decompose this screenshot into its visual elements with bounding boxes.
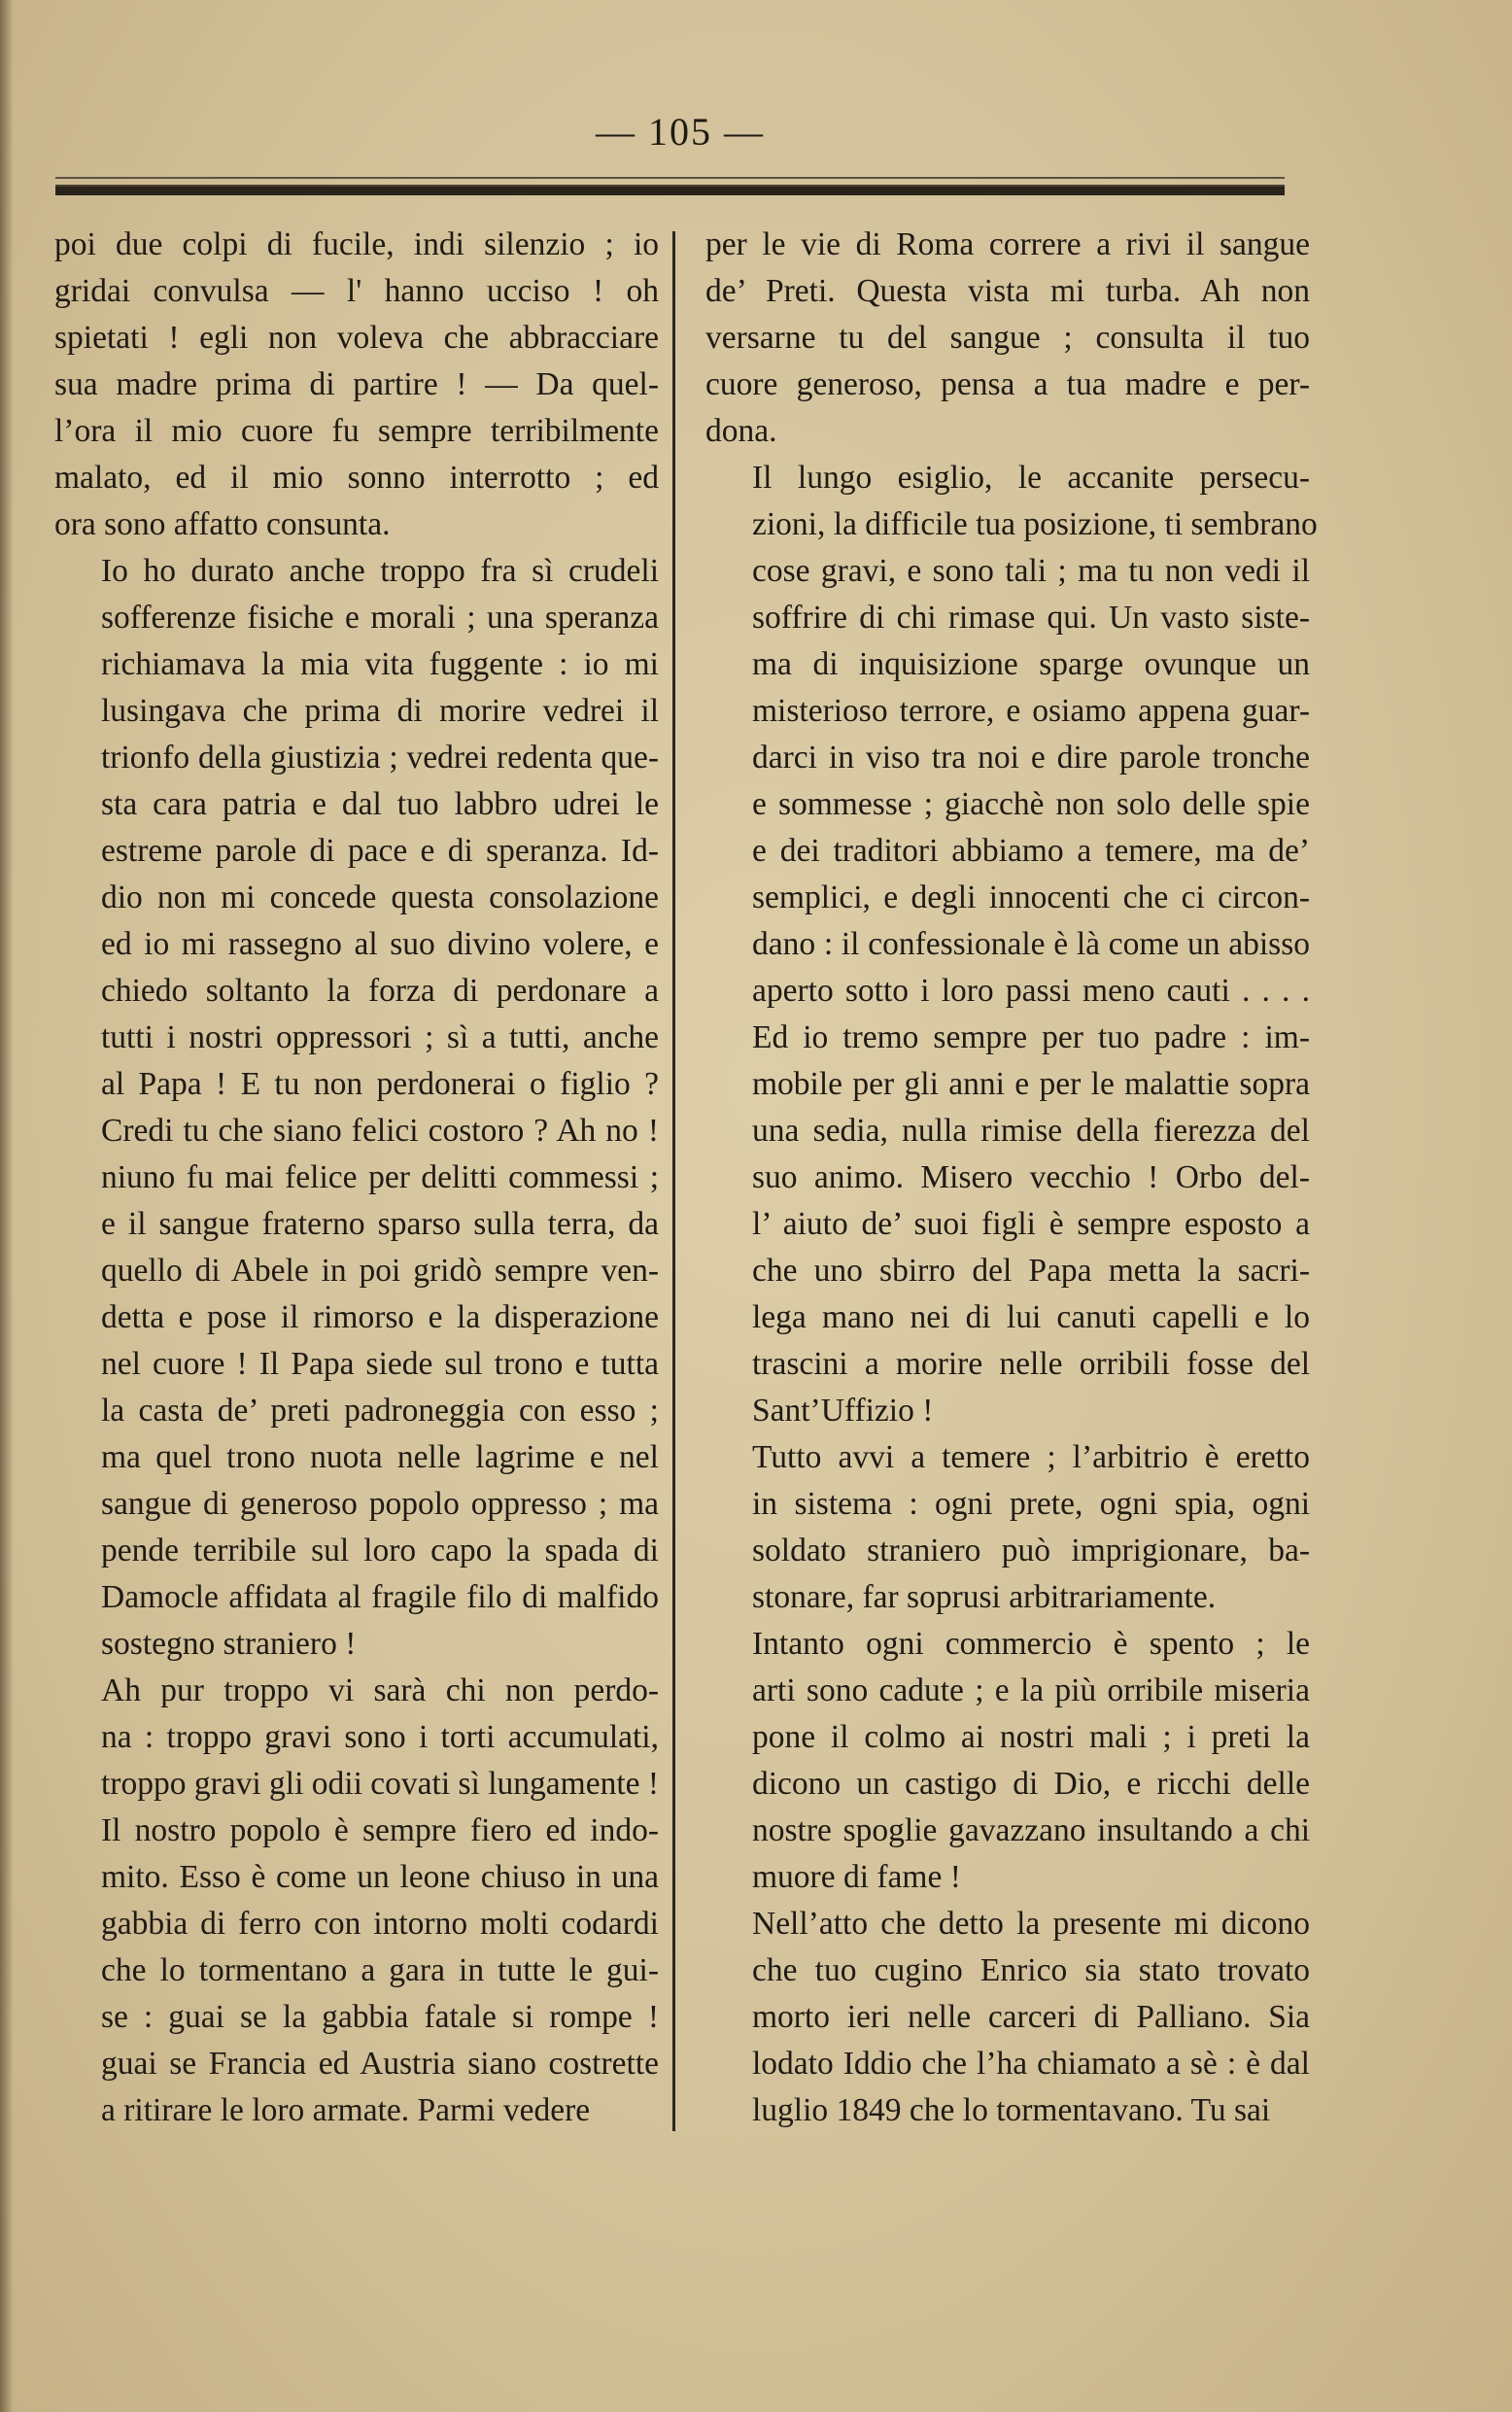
text-line: aperto sotto i loro passi meno cauti . . . . [752,973,1310,1009]
text-line: stonare, far soprusi arbitrariamente. [752,1579,1217,1615]
text-line: sangue di generoso popolo oppresso ; ma [101,1486,659,1522]
text-line: nel cuore ! Il Papa siede sul trono e tutta [101,1346,659,1382]
text-line: cuore generoso, pensa a tua madre e per- [705,366,1310,402]
text-line: dicono un castigo di Dio, e ricchi delle [752,1766,1310,1802]
text-line: e dei traditori abbiamo a temere, ma de’ [752,833,1310,869]
text-line: muore di fame ! [752,1859,961,1895]
text-line: lodato Iddio che l’ha chiamato a sè : è dal [752,2046,1310,2082]
text-line: lega mano nei di lui canuti capelli e lo [752,1299,1310,1335]
text-line: dio non mi concede questa consolazione [101,879,659,915]
text-line: lusingava che prima di morire vedrei il [101,693,659,729]
text-line: l’ora il mio cuore fu sempre terribilmente [54,413,659,449]
text-line: Ed io tremo sempre per tuo padre : im- [752,1019,1310,1055]
text-line: semplici, e degli innocenti che ci circon- [752,879,1310,915]
right-column [705,222,1318,2134]
text-line: ma quel trono nuota nelle lagrime e nel [101,1439,659,1475]
text-line: sofferenze fisiche e morali ; una speranza [101,600,659,636]
text-line: poi due colpi di fucile, indi silenzio ; io [54,226,659,262]
paragraph [705,222,1310,455]
text-line: che lo tormentano a gara in tutte le gui- [101,1952,659,1988]
text-line: l’ aiuto de’ suoi figli è sempre esposto a [752,1206,1310,1242]
text-line: estreme parole di pace e di speranza. Id- [101,833,659,869]
text-line: pone il colmo ai nostri mali ; i preti la [752,1719,1310,1755]
text-line: ma di inquisizione sparge ovunque un [752,646,1310,682]
text-line: suo animo. Misero vecchio ! Orbo del- [752,1159,1310,1195]
text-line: Sant’Uffizio ! [752,1393,934,1429]
text-line: dano : il confessionale è là come un abisso [752,926,1310,962]
text-line: Ah pur troppo vi sarà chi non perdo- [101,1672,659,1708]
text-line: spietati ! egli non voleva che abbracciare [54,320,659,356]
text-line: zioni, la difficile tua posizione, ti sembrano [752,506,1318,542]
text-line: trascini a morire nelle orribili fosse del [752,1346,1310,1382]
text-line: Il lungo esiglio, le accanite persecu- [752,460,1310,496]
text-line: dona. [705,413,777,449]
text-line: chiedo soltanto la forza di perdonare a [101,973,659,1009]
text-line: cose gravi, e sono tali ; ma tu non vedi il [752,553,1310,589]
header-rule [55,185,1285,195]
text-line: sua madre prima di partire ! — Da quel- [54,366,659,402]
text-line: per le vie di Roma correre a rivi il sangue [705,226,1310,262]
header-rule-thin [55,177,1285,179]
text-line: mobile per gli anni e per le malattie sopra [752,1066,1310,1102]
text-line: e sommesse ; giacchè non solo delle spie [752,786,1310,822]
text-line: quello di Abele in poi gridò sempre ven- [101,1253,659,1289]
text-line: ed io mi rassegno al suo divino volere, e [101,926,659,962]
text-line: Nell’atto che detto la presente mi dicono [752,1906,1310,1942]
text-line: a ritirare le loro armate. Parmi vedere [101,2092,591,2128]
text-line: nostre spoglie gavazzano insultando a chi [752,1812,1310,1848]
text-line: darci in viso tra noi e dire parole tronche [752,740,1310,775]
paragraph [54,1668,659,2134]
text-line: sta cara patria e dal tuo labbro udrei le [101,786,659,822]
text-line: che uno sbirro del Papa metta la sacri- [752,1253,1310,1289]
paragraph [705,1901,1310,2134]
text-line: gabbia di ferro con intorno molti codardi [101,1906,659,1942]
text-line: trionfo della giustizia ; vedrei redenta que- [101,740,659,775]
paragraph [705,1434,1310,1621]
text-line: che tuo cugino Enrico sia stato trovato [752,1952,1310,1988]
text-line: Credi tu che siano felici costoro ? Ah no ! [101,1113,659,1149]
text-line: Tutto avvi a temere ; l’arbitrio è eretto [752,1439,1310,1475]
text-line: Il nostro popolo è sempre fiero ed indo- [101,1812,659,1848]
text-line: detta e pose il rimorso e la disperazione [101,1299,659,1335]
text-line: pende terribile sul loro capo la spada di [101,1533,659,1568]
text-line: tutti i nostri oppressori ; sì a tutti, anche [101,1019,659,1055]
text-line: malato, ed il mio sonno interrotto ; ed [54,460,659,496]
page-number: — 105 — [596,110,765,154]
text-line: una sedia, nulla rimise della fierezza del [752,1113,1310,1149]
text-line: arti sono cadute ; e la più orribile miseria [752,1672,1310,1708]
text-line: versarne tu del sangue ; consulta il tuo [705,320,1310,356]
text-line: mito. Esso è come un leone chiuso in una [101,1859,659,1895]
text-line: gridai convulsa — l' hanno ucciso ! oh [54,273,659,309]
paragraph [705,455,1318,1434]
text-line: na : troppo gravi sono i torti accumulati, [101,1719,659,1755]
paragraph [705,1621,1310,1901]
text-line: la casta de’ preti padroneggia con esso ; [101,1393,659,1429]
text-line: in sistema : ogni prete, ogni spia, ogni [752,1486,1310,1522]
text-line: ora sono affatto consunta. [54,506,391,542]
paragraph [54,548,659,1668]
text-line: soffrire di chi rimase qui. Un vasto siste- [752,600,1310,636]
text-line: misterioso terrore, e osiamo appena guar- [752,693,1310,729]
text-line: e il sangue fraterno sparso sulla terra, da [101,1206,659,1242]
text-line: richiamava la mia vita fuggente : io mi [101,646,659,682]
text-line: luglio 1849 che lo tormentavano. Tu sai [752,2092,1271,2128]
text-line: de’ Preti. Questa vista mi turba. Ah non [705,273,1310,309]
column-divider [672,231,675,2131]
text-line: troppo gravi gli odii covati sì lungamente ! [101,1766,660,1802]
page-binding-shadow [0,0,14,2412]
text-line: guai se Francia ed Austria siano costrette [101,2046,659,2082]
text-line: sostegno straniero ! [101,1626,357,1662]
left-column [54,222,659,2134]
text-line: se : guai se la gabbia fatale si rompe ! [101,1999,659,2035]
text-line: al Papa ! E tu non perdonerai o figlio ? [101,1066,659,1102]
text-line: niuno fu mai felice per delitti commessi ; [101,1159,659,1195]
text-line: Io ho durato anche troppo fra sì crudeli [101,553,659,589]
text-line: Intanto ogni commercio è spento ; le [752,1626,1310,1662]
paragraph [54,222,659,548]
text-line: soldato straniero può imprigionare, ba- [752,1533,1310,1568]
text-line: morto ieri nelle carceri di Palliano. Sia [752,1999,1310,2035]
text-line: Damocle affidata al fragile filo di malfido [101,1579,659,1615]
